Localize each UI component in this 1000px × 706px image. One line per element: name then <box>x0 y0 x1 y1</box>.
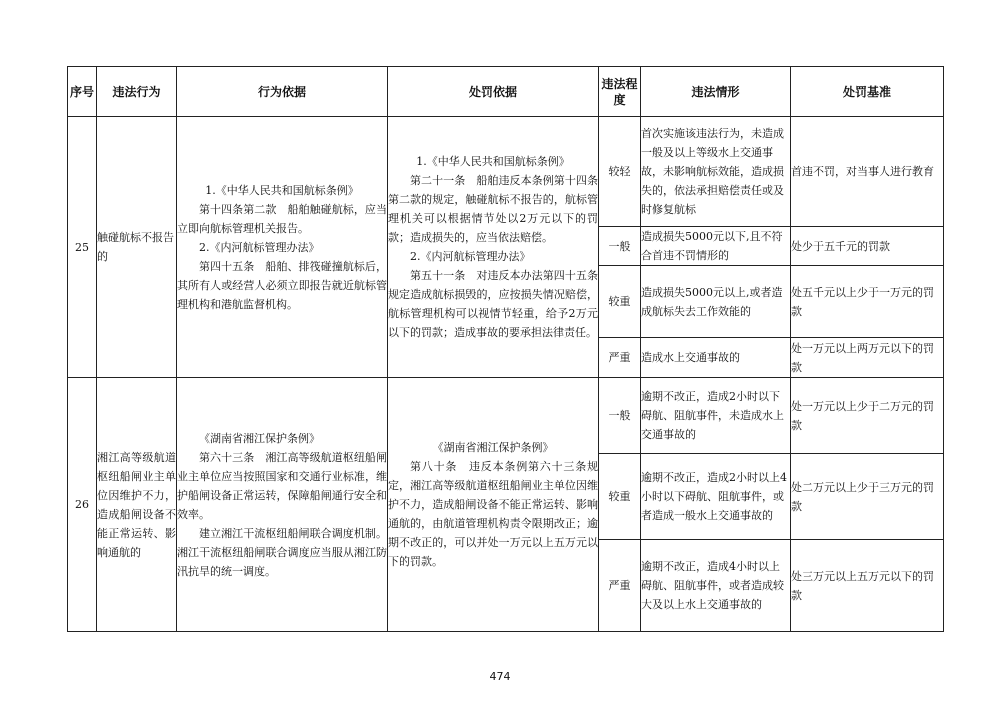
penalty-line: 第八十条 违反本条例第六十三条规定，湘江高等级航道枢纽船闸业主单位因维护不力，造成船闸设备不能正常运转、影响通航的，由航道管理机构责令限期改正；逾期不改正的，可以并处一万元以上五万元以下的罚款。 <box>388 460 598 568</box>
basis-line: 第六十三条 湘江高等级航道枢纽船闸业主单位应当按照国家和交通行业标准，维护船闸设备正常运转，保障船闸通行安全和效率。 <box>177 450 387 521</box>
penalty-line: 第二十一条 船舶违反本条例第十四条第二款的规定，触碰航标不报告的，航标管理机关可以根据情节处以2万元以下的罚款；造成损失的，应当依法赔偿。 <box>388 174 598 244</box>
penalty-table <box>67 66 944 632</box>
basis-line: 建立湘江干流枢纽船闸联合调度机制。湘江干流枢纽船闸联合调度应当服从湘江防汛抗旱的统一调度。 <box>177 526 387 578</box>
circumstance-cell: 逾期不改正，造成2小时以下碍航、阻航事件，未造成水上交通事故的 <box>641 378 791 454</box>
degree-cell: 一般 <box>599 227 641 266</box>
header-circumstance: 违法情形 <box>641 67 791 117</box>
degree-cell: 较轻 <box>599 117 641 227</box>
row-seq: 26 <box>68 378 97 632</box>
header-basis: 行为依据 <box>177 67 388 117</box>
header-seq: 序号 <box>68 67 97 117</box>
degree-cell: 较重 <box>599 454 641 540</box>
row-basis <box>177 378 388 632</box>
standard-cell: 首违不罚，对当事人进行教育 <box>791 117 944 227</box>
circumstance-cell: 逾期不改正，造成2小时以上4小时以下碍航、阻航事件，或者造成一般水上交通事故的 <box>641 454 791 540</box>
circumstance-cell: 造成水上交通事故的 <box>641 338 791 378</box>
basis-line: 《湖南省湘江保护条例》 <box>199 431 320 445</box>
row-penalty-basis <box>388 117 599 378</box>
standard-cell: 处一万元以上两万元以下的罚款 <box>791 338 944 378</box>
circumstance-cell: 首次实施该违法行为，未造成一般及以上等级水上交通事故，未影响航标效能，造成损失的，依法承担赔偿责任或及时修复航标 <box>641 117 791 227</box>
basis-line: 1.《中华人民共和国航标条例》 <box>205 183 359 197</box>
table-row <box>68 378 944 454</box>
standard-cell: 处少于五千元的罚款 <box>791 227 944 266</box>
standard-cell: 处三万元以上五万元以下的罚款 <box>791 540 944 632</box>
circumstance-cell: 造成损失5000元以上,或者造成航标失去工作效能的 <box>641 266 791 338</box>
degree-cell: 较重 <box>599 266 641 338</box>
row-violation: 湘江高等级航道枢纽船闸业主单位因维护不力，造成船闸设备不能正常运转、影响通航的 <box>97 378 177 632</box>
basis-line: 第四十五条 船舶、排筏碰撞航标后，其所有人或经营人必须立即报告就近航标管理机构和港航监督机构。 <box>177 259 387 311</box>
penalty-line: 1.《中华人民共和国航标条例》 <box>416 155 570 168</box>
table-row <box>68 117 944 227</box>
standard-cell: 处五千元以上少于一万元的罚款 <box>791 266 944 338</box>
degree-cell: 严重 <box>599 338 641 378</box>
degree-cell: 一般 <box>599 378 641 454</box>
row-violation: 触碰航标不报告的 <box>97 117 177 378</box>
page-number: 474 <box>489 670 511 683</box>
row-seq: 25 <box>68 117 97 378</box>
header-degree: 违法程度 <box>599 67 641 117</box>
standard-cell: 处一万元以上少于二万元的罚款 <box>791 378 944 454</box>
circumstance-cell: 造成损失5000元以下,且不符合首违不罚情形的 <box>641 227 791 266</box>
degree-cell: 严重 <box>599 540 641 632</box>
penalty-line: 《湖南省湘江保护条例》 <box>432 441 554 454</box>
basis-line: 2.《内河航标管理办法》 <box>199 240 320 254</box>
header-standard: 处罚基准 <box>791 67 944 117</box>
header-violation: 违法行为 <box>97 67 177 117</box>
row-basis <box>177 117 388 378</box>
penalty-line: 第五十一条 对违反本办法第四十五条规定造成航标损毁的，应按损失情况赔偿，航标管理机构可以视情节轻重，给予2万元以下的罚款；造成事故的要承担法律责任。 <box>388 269 598 339</box>
row-penalty-basis <box>388 378 599 632</box>
standard-cell: 处二万元以上少于三万元的罚款 <box>791 454 944 540</box>
basis-line: 第十四条第二款 船舶触碰航标，应当立即向航标管理机关报告。 <box>177 202 387 235</box>
header-penalty-basis: 处罚依据 <box>388 67 599 117</box>
penalty-line: 2.《内河航标管理办法》 <box>410 250 531 263</box>
header-row <box>68 67 944 117</box>
circumstance-cell: 逾期不改正，造成4小时以上碍航、阻航事件，或者造成较大及以上水上交通事故的 <box>641 540 791 632</box>
